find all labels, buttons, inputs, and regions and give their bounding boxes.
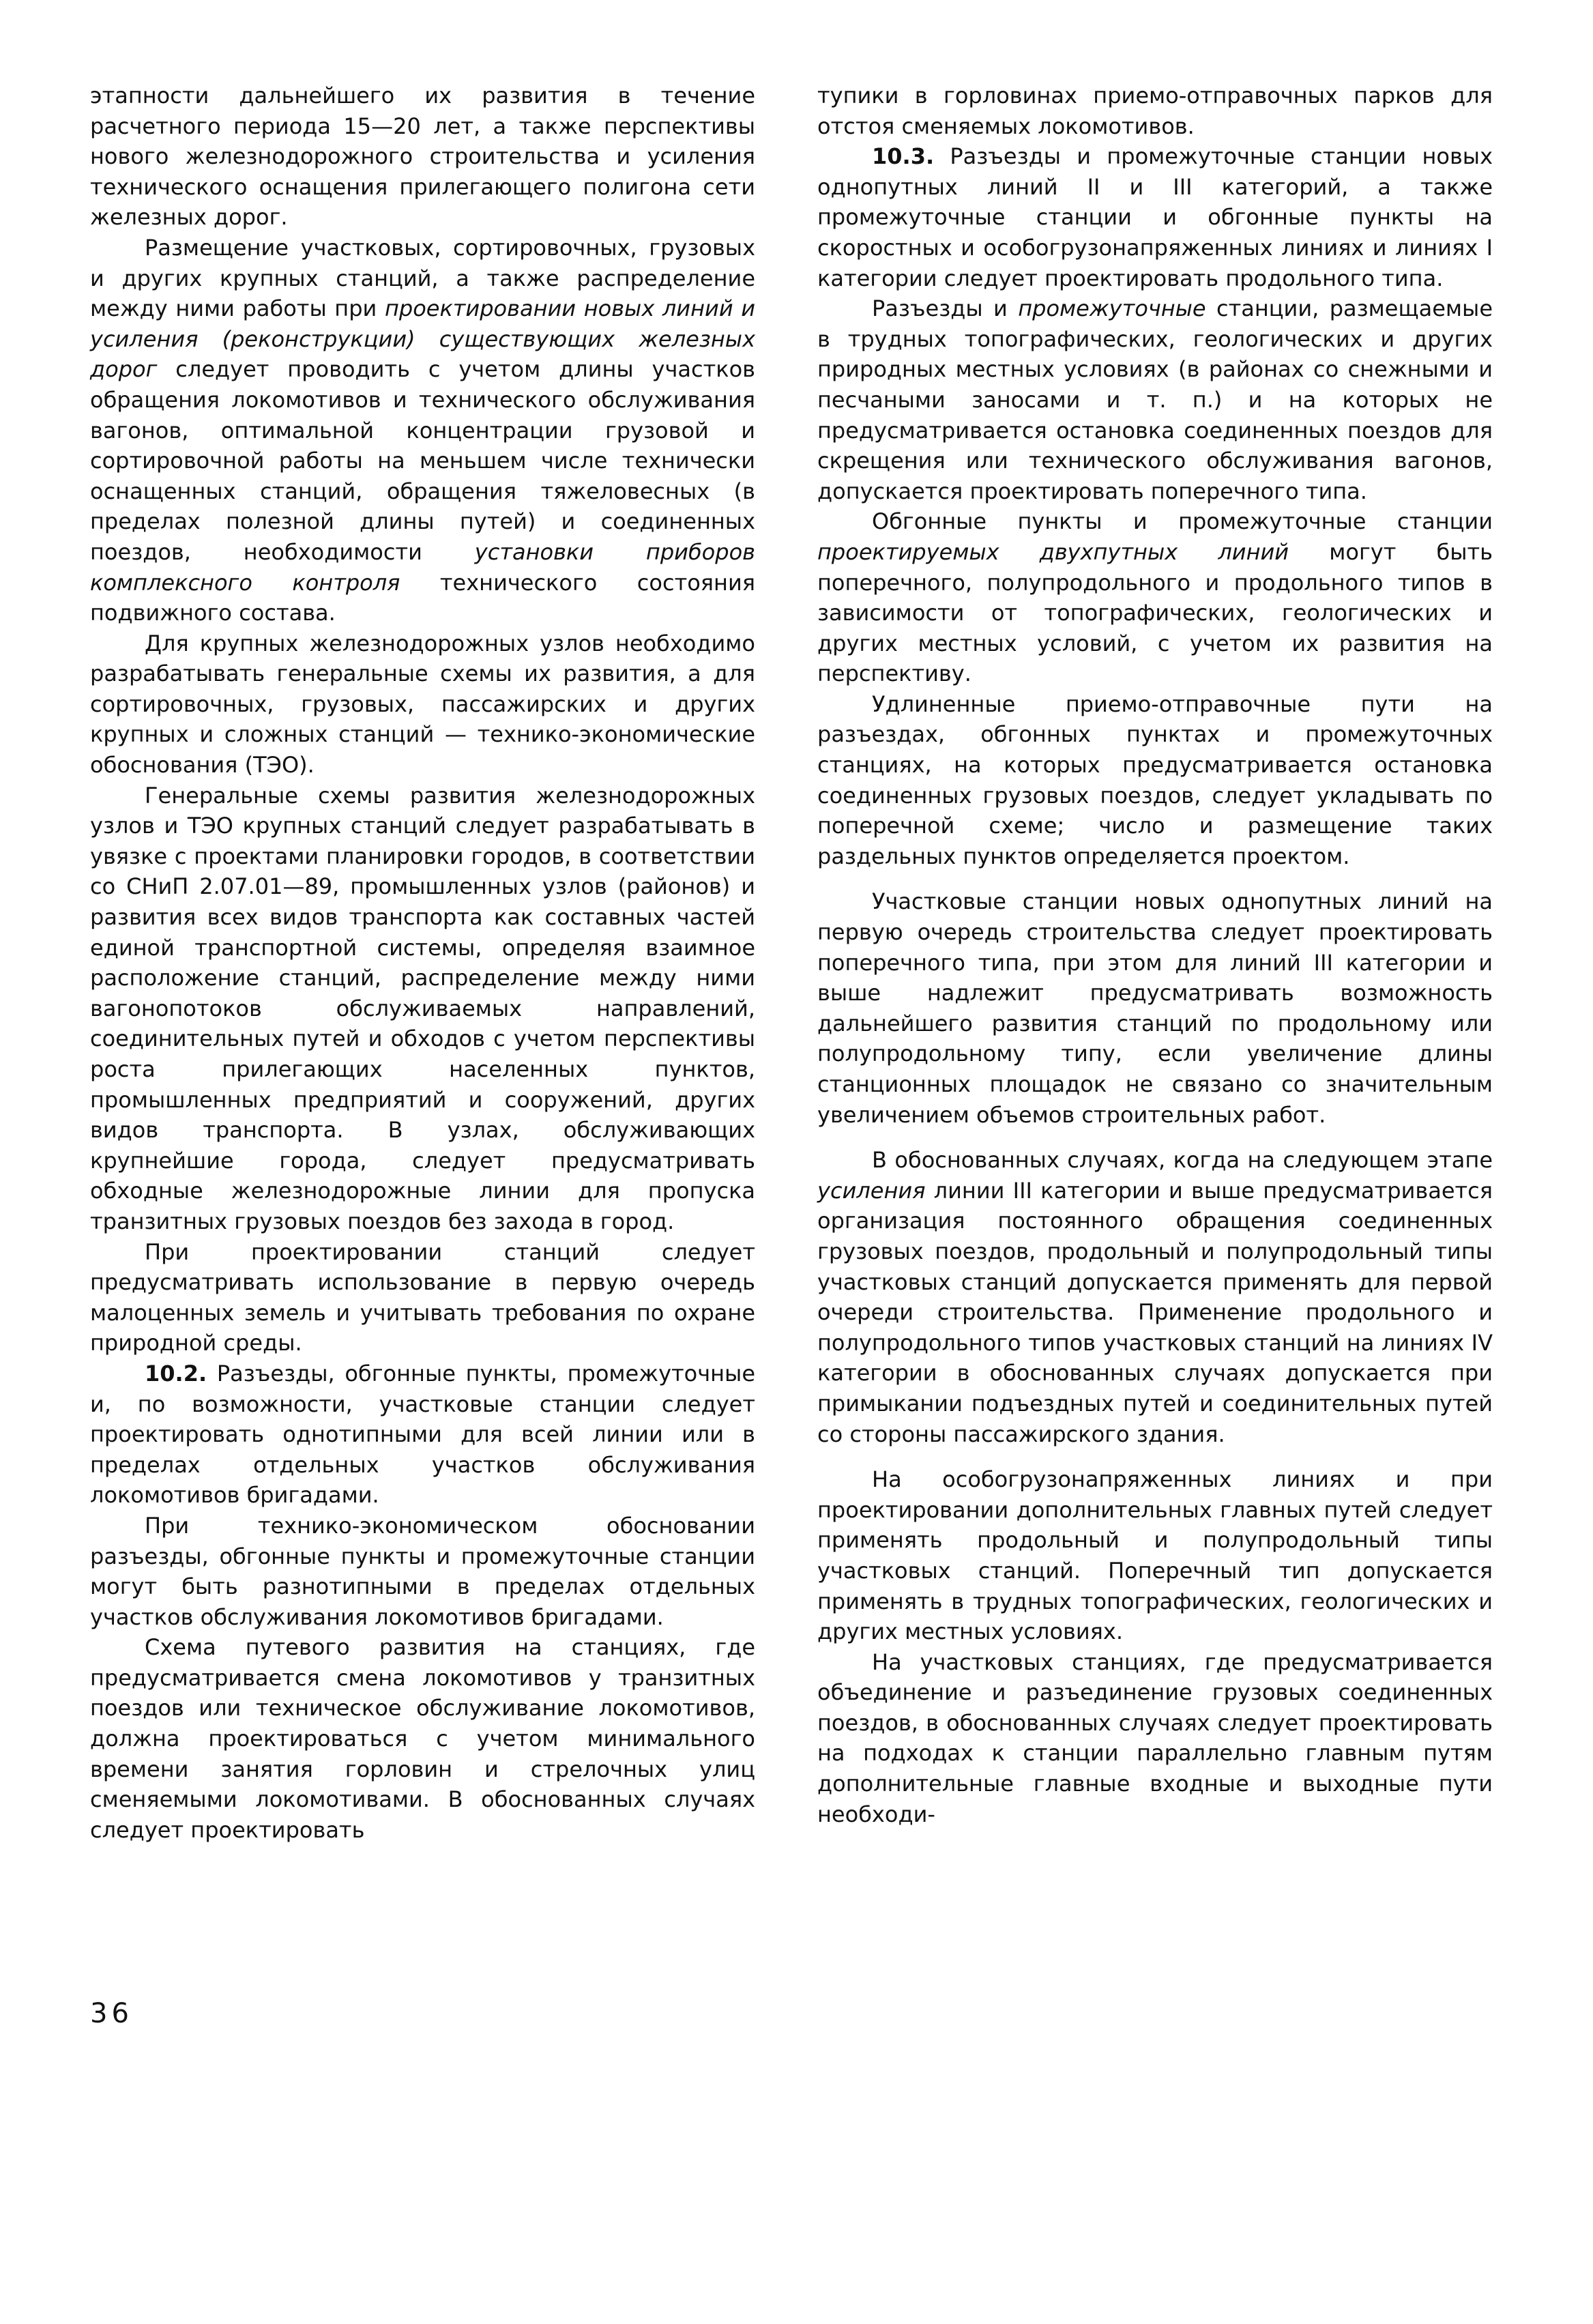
- paragraph: [817, 293, 1493, 506]
- right-column: [817, 81, 1493, 1829]
- paragraph-text: На особогрузонапряженных линиях и при проектировании дополнительных главных путей следует применять продольный и полупродольный типы участковых станций. Поперечный тип допускается применять в трудных топографических, геологических и других местных условиях.: [817, 1466, 1493, 1645]
- paragraph-text: На участковых станциях, где предусматривается объединение и разъединение грузовых соединенных поездов, в обоснованных случаях следует проектировать на подходах к станции параллельно главным путям дополнительные главные входные и выходные пути необходи-: [817, 1648, 1493, 1827]
- italic-text: усиления: [817, 1177, 926, 1204]
- paragraph: [90, 1632, 755, 1845]
- paragraph-text: линии III категории и выше предусматривается организация постоянного обращения соединенных грузовых поездов, продольный и полупродольный типы участковых станций допускается применять для первой очереди строительства. Применение продольного и полупродольного типов участковых станций на линиях IV категории в обоснованных случаях допускается при примыкании подъездных путей и соединительных путей со стороны пассажирского здания.: [817, 1177, 1493, 1447]
- paragraph-text: этапности дальнейшего их развития в течение расчетного периода 15—20 лет, а также перспективы нового железнодорожного строительства и усиления технического оснащения прилегающего полигона сети железных дорог.: [90, 83, 755, 231]
- paragraph: [817, 1464, 1493, 1647]
- paragraph-text: Разъезды и промежуточные станции новых однопутных линий II и III категорий, а также промежуточные станции и обгонные пункты на скоростных и особогрузонапряженных линиях и линиях I категории следует проектировать продольного типа.: [817, 143, 1493, 291]
- paragraph-text: Удлиненные приемо-отправочные пути на разъездах, обгонных пунктах и промежуточных станциях, на которых предусматривается остановка соединенных грузовых поездов, следует укладывать по поперечной схеме; число и размещение таких раздельных пунктов определяется проектом.: [817, 691, 1493, 869]
- paragraph: [90, 81, 755, 233]
- paragraph-text: станции, размещаемые в трудных топографических, геологических и других природных местных условиях (в районах со снежными и песчаными заносами и т. п.) и на которых не предусматривается остановка соединенных поездов для скрещения или технического обслуживания вагонов, допускается проектировать поперечного типа.: [817, 295, 1493, 504]
- left-column: [90, 81, 755, 1845]
- paragraph: [90, 233, 755, 628]
- paragraph-text: Разъезды, обгонные пункты, промежуточные и, по возможности, участковые станции следует проектировать однотипными для всей линии или в пределах отдельных участков обслуживания локомотивов бригадами.: [90, 1360, 755, 1509]
- paragraph: [817, 81, 1493, 141]
- italic-text: промежуточные: [1018, 295, 1206, 322]
- paragraph: [817, 1145, 1493, 1449]
- paragraph-text: Схема путевого развития на станциях, где предусматривается смена локомотивов у транзитных поездов или техническое обслуживание локомотивов, должна проектироваться с учетом минимального времени занятия горловин и стрелочных улиц сменяемыми локомотивами. В обоснованных случаях следует проектировать: [90, 1634, 755, 1843]
- page-number: 36: [90, 1998, 133, 2029]
- section-number: 10.3.: [872, 143, 935, 170]
- paragraph-text: При проектировании станций следует предусматривать использование в первую очередь малоценных земель и учитывать требования по охране природной среды.: [90, 1238, 755, 1356]
- paragraph: [90, 781, 755, 1237]
- paragraph-text: Генеральные схемы развития железнодорожных узлов и ТЭО крупных станций следует разрабатывать в увязке с проектами планировки городов, в соответствии со СНиП 2.07.01—89, промышленных узлов (районов) и развития всех видов транспорта как составных частей единой транспортной системы, определяя взаимное расположение станций, распределение между ними вагонопотоков обслуживаемых направлений, соединительных путей и обходов с учетом перспективы роста прилегающих населенных пунктов, промышленных предприятий и сооружений, других видов транспорта. В узлах, обслуживающих крупнейшие города, следует предусматривать обходные железнодорожные линии для пропуска транзитных грузовых поездов без захода в город.: [90, 782, 755, 1234]
- paragraph-text: Размещение участковых, сортировочных, грузовых и других крупных станций, а также распределение между ними работы при: [90, 234, 755, 322]
- paragraph: [90, 1511, 755, 1632]
- paragraph-text: Обгонные пункты и промежуточные станции: [872, 508, 1493, 535]
- italic-text: установки приборов комплексного контроля: [90, 538, 756, 596]
- paragraph-text: Разъезды и: [872, 295, 1019, 322]
- paragraph-text: В обоснованных случаях, когда на следующем этапе: [872, 1147, 1493, 1174]
- paragraph: [817, 141, 1493, 293]
- paragraph: [90, 628, 755, 781]
- paragraph-text: следует проводить с учетом длины участков обращения локомотивов и технического обслуживания вагонов, оптимальной концентрации грузовой и сортировочной работы на меньшем числе технически оснащенных станций, обращения тяжеловесных (в пределах полезной длины путей) и соединенных поездов, необходимости: [90, 356, 755, 565]
- paragraph-text: тупики в горловинах приемо-отправочных парков для отстоя сменяемых локомотивов.: [817, 83, 1493, 139]
- paragraph-text: При технико-экономическом обосновании разъезды, обгонные пункты и промежуточные станции могут быть разнотипными в пределах отдельных участков обслуживания локомотивов бригадами.: [90, 1512, 755, 1630]
- section-number: 10.2.: [145, 1360, 207, 1386]
- paragraph: [90, 1237, 755, 1359]
- paragraph: [817, 506, 1493, 689]
- paragraph: [817, 1647, 1493, 1830]
- paragraph-text: могут быть поперечного, полупродольного и продольного типов в зависимости от топографических, геологических и других местных условий, с учетом их развития на перспективу.: [817, 538, 1493, 687]
- paragraph-text: технического состояния подвижного состава.: [90, 569, 756, 626]
- paragraph: [817, 886, 1493, 1130]
- paragraph-text: Участковые станции новых однопутных линий на первую очередь строительства следует проектировать поперечного типа, при этом для линий III категории и выше надлежит предусматривать возможность дальнейшего развития станций по продольному или полупродольному типу, если увеличение длины станционных площадок не связано со значительным увеличением объемов строительных работ.: [817, 888, 1493, 1128]
- paragraph: [817, 689, 1493, 872]
- paragraph-text: Для крупных железнодорожных узлов необходимо разрабатывать генеральные схемы их развития, а для сортировочных, грузовых, пассажирских и других крупных и сложных станций — технико-экономические обоснования (ТЭО).: [90, 630, 755, 779]
- italic-text: проектируемых двухпутных линий: [817, 538, 1289, 565]
- paragraph: [90, 1359, 755, 1511]
- italic-text: проектировании новых линий и усиления (реконструкции) существующих железных дорог: [90, 295, 756, 383]
